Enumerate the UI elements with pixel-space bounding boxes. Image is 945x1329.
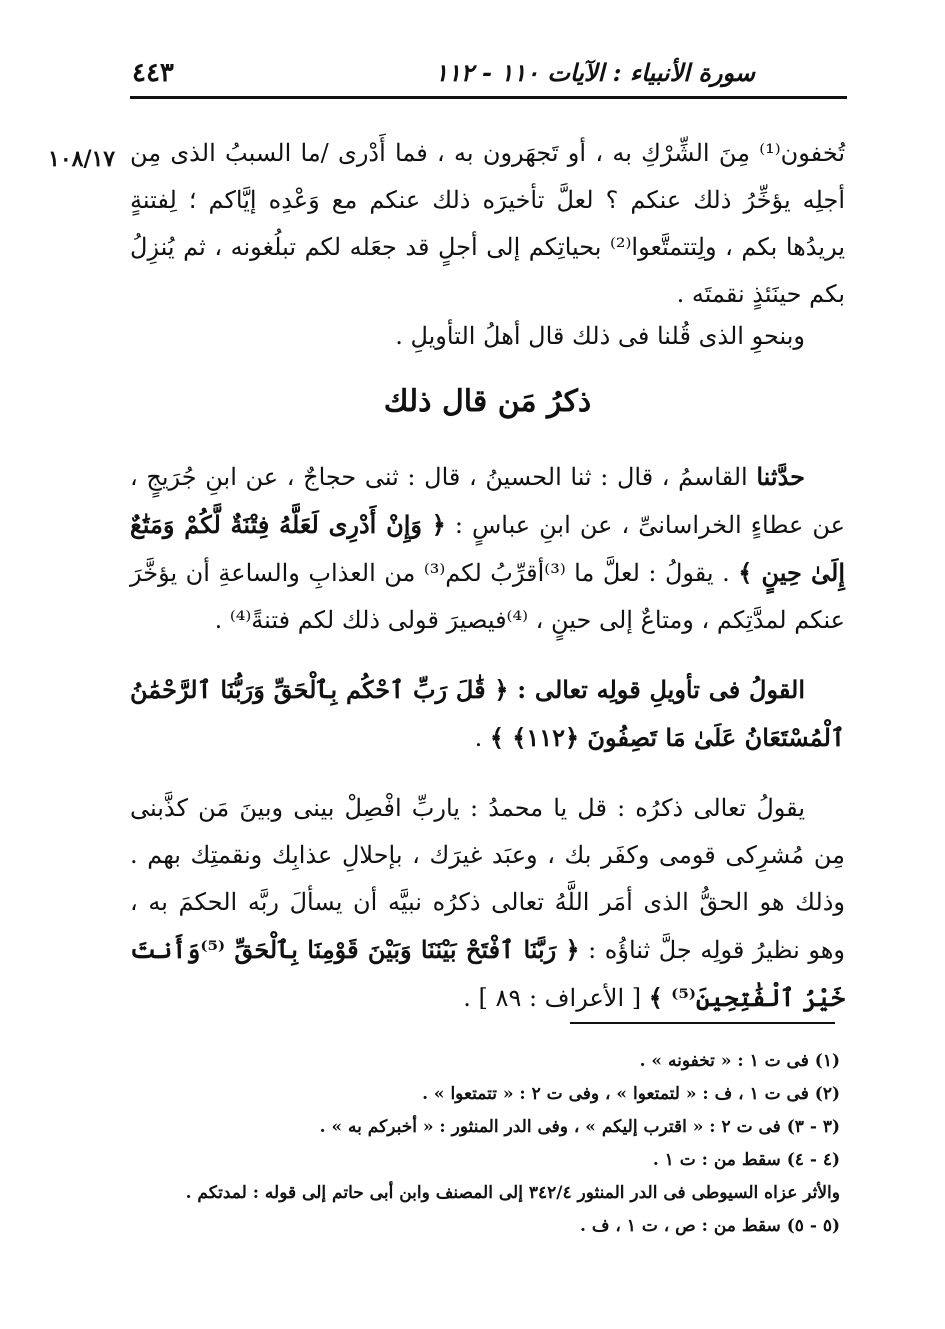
header-rule <box>130 96 847 99</box>
footnotes <box>160 1045 840 1243</box>
paragraph-4 <box>130 666 845 762</box>
footnote-item: (٣ - ٣) فى ت ٢ : « اقترب إليكم » ، وفى الدر المنثور : « أخبركم به » . <box>319 1117 840 1137</box>
paragraph-5 <box>130 785 845 1022</box>
tafsir-lead: القولُ فى تأويلِ قولِه تعالى : <box>517 675 805 704</box>
narration-lead: حدَّثنا <box>756 462 805 491</box>
quran-verse-3: ﴿ رَبَّنَا ٱفْتَحْ بَيْنَنَا وَبَيْنَ قَوْمِنَا بِٱلْحَقِّ ⁽⁵⁾وَأَنتَ خَيْرُ ٱلْفَٰتِحِينَ⁽⁵⁾ ﴾ <box>130 935 845 1012</box>
paragraph-3 <box>130 453 845 644</box>
paragraph-4-end: . <box>474 724 490 752</box>
footnote-item: والأثر عزاه السيوطى فى الدر المنثور ٣٤٢/٤ إلى المصنف وابن أبى حاتم إلى قوله : لمدتكم . <box>185 1183 840 1203</box>
paragraph-2: وبنحوِ الذى قُلنا فى ذلك قال أهلُ التأويلِ . <box>395 322 805 350</box>
footnote-item: (٤ - ٤) سقط من : ت ١ . <box>652 1150 840 1170</box>
footnote-item: (٥ - ٥) سقط من : ص ، ت ١ ، ف . <box>580 1216 840 1236</box>
verse-reference: [ الأعراف : ٨٩ ] . <box>463 984 649 1012</box>
footnote-item: (٢) فى ت ١ ، ف : « لتمتعوا » ، وفى ت ٢ : « تتمتعوا » . <box>422 1084 840 1104</box>
quran-verse-1: ﴿ وَإِنْ أَدْرِى لَعَلَّهُ فِتْنَةٌ لَّكُمْ وَمَتَٰعٌ إِلَىٰ حِينٍ ﴾ <box>130 510 846 587</box>
narration-chain: القاسمُ ، قال : ثنا الحسينُ ، قال : ثنى حجاجٌ ، عن ابنِ جُرَيجٍ ، عن عطاءٍ الخراسانىِّ ، عن ابنِ عباسٍ : <box>130 463 845 539</box>
paragraph-1: تُخفون⁽¹⁾ مِنَ الشِّرْكِ به ، أو تَجهَرون به ، فما أَدْرى /ما السببُ الذى مِن أجلِه يؤخِّرُ ذلك عنكم ؟ لعلَّ تأخيرَه ذلك عنكم مع وَعْدِه إيَّاكم ؛ لِفتنةٍ يريدُها بكم ، ولِتتمتَّعوا⁽²⁾ بحياتِكم إلى أجلٍ قد جعَله لكم تبلُغونه ، ثم يُنزِلُ بكم حينَئذٍ نقمتَه . <box>130 139 845 308</box>
page-number: ٤٤٣ <box>132 58 174 88</box>
running-title: سورة الأنبياء : الآيات ١١٠ - ١١٢ <box>434 58 755 87</box>
footnote-item: (١) فى ت ١ : « تخفونه » . <box>639 1051 840 1071</box>
narration-text: . يقولُ : لعلَّ ما ⁽³⁾أقرِّبُ لكم⁽³⁾ من العذابِ والساعةِ أن يؤخَّرَ عنكم لمدَّتِكم ، ومتاعٌ إلى حينٍ ، ⁽⁴⁾فيصيرَ قولى ذلك لكم فتنةً⁽⁴⁾ . <box>130 559 845 634</box>
side-reference: ١٠٨/١٧ <box>48 146 116 172</box>
section-heading: ذكرُ مَن قال ذلك <box>383 384 592 419</box>
commentary-text: يقولُ تعالى ذكرُه : قل يا محمدُ : ياربِّ افْصِلْ بينى وبينَ مَن كذَّبنى مِن مُشرِكى قومى وكفَر بك ، وعبَد غيرَك ، بإحلالِ عذابِك ونقمتِك بهم . وذلك هو الحقُّ الذى أمَر اللَّهُ تعالى ذكرُه نبيَّه أن يسألَ ربَّه الحكمَ به ، وهو نظيرُ قولِه جلَّ ثناؤُه : <box>130 794 845 964</box>
footnote-rule <box>570 1022 835 1024</box>
quran-verse-2: ﴿ قَٰلَ رَبِّ ٱحْكُم بِٱلْحَقِّ وَرَبُّنَا ٱلرَّحْمَٰنُ ٱلْمُسْتَعَانُ عَلَىٰ مَا تَصِفُونَ ﴿١١٢﴾ ﴾ <box>130 675 845 752</box>
page-header <box>130 52 845 96</box>
